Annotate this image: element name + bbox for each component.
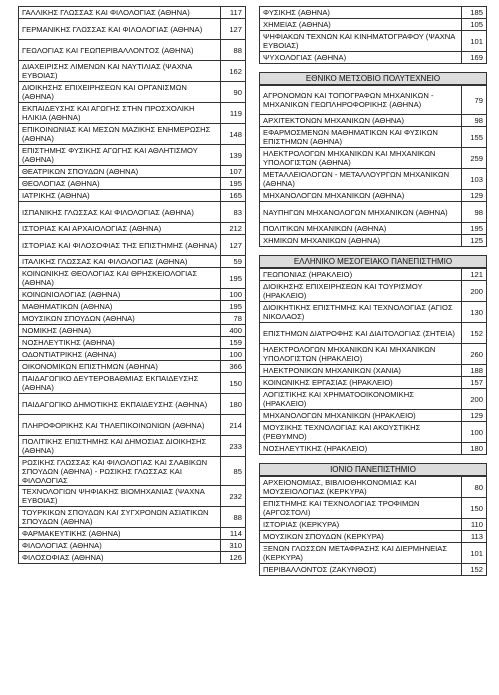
department-name: ΙΣΤΟΡΙΑΣ ΚΑΙ ΦΙΛΟΣΟΦΙΑΣ ΤΗΣ ΕΠΙΣΤΗΜΗΣ (ΑΘΗΝΑ) [19,235,221,256]
department-count: 214 [221,415,246,436]
department-name: ΝΟΣΗΛΕΥΤΙΚΗΣ (ΑΘΗΝΑ) [19,337,221,349]
department-name: ΕΠΙΣΤΗΜΗΣ ΦΥΣΙΚΗΣ ΑΓΩΓΗΣ ΚΑΙ ΑΘΛΗΤΙΣΜΟΥ (ΑΘΗΝΑ) [19,145,221,166]
department-count: 103 [462,169,487,190]
table-row [260,531,487,543]
table-row [260,519,487,531]
department-count: 117 [221,7,246,19]
department-name: ΜΑΘΗΜΑΤΙΚΩΝ (ΑΘΗΝΑ) [19,301,221,313]
department-count: 126 [221,552,246,564]
department-name: ΧΗΜΙΚΩΝ ΜΗΧΑΝΙΚΩΝ (ΑΘΗΝΑ) [260,235,462,247]
department-count: 100 [221,349,246,361]
table-row [260,235,487,247]
department-name: ΕΦΑΡΜΟΣΜΕΝΩΝ ΜΑΘΗΜΑΤΙΚΩΝ ΚΑΙ ΦΥΣΙΚΩΝ ΕΠΙΣΤΗΜΩΝ (ΑΘΗΝΑ) [260,127,462,148]
department-name: ΚΟΙΝΩΝΙΚΗΣ ΘΕΟΛΟΓΙΑΣ ΚΑΙ ΘΡΗΣΚΕΙΟΛΟΓΙΑΣ (ΑΘΗΝΑ) [19,268,221,289]
department-count: 85 [221,457,246,486]
right-column [259,6,487,576]
department-count: 150 [221,373,246,394]
table-row [19,313,246,325]
department-count: 157 [462,377,487,389]
department-count: 59 [221,256,246,268]
department-name: ΙΑΤΡΙΚΗΣ (ΑΘΗΝΑ) [19,190,221,202]
table-row [19,507,246,528]
department-count: 400 [221,325,246,337]
department-count: 98 [462,202,487,223]
table-row [19,528,246,540]
department-count: 152 [462,564,487,576]
department-name: ΑΓΡΟΝΟΜΩΝ ΚΑΙ ΤΟΠΟΓΡΑΦΩΝ ΜΗΧΑΝΙΚΩΝ - ΜΗΧΑΝΙΚΩΝ ΓΕΩΠΛΗΡΟΦΟΡΙΚΗΣ (ΑΘΗΝΑ) [260,86,462,115]
department-name: ΤΕΧΝΟΛΟΓΙΩΝ ΨΗΦΙΑΚΗΣ ΒΙΟΜΗΧΑΝΙΑΣ (ΨΑΧΝΑ ΕΥΒΟΙΑΣ) [19,486,221,507]
left-column [18,6,246,564]
table-row [19,552,246,564]
department-name: ΜΗΧΑΝΟΛΟΓΩΝ ΜΗΧΑΝΙΚΩΝ (ΗΡΑΚΛΕΙΟ) [260,410,462,422]
department-name: ΞΕΝΩΝ ΓΛΩΣΣΩΝ ΜΕΤΑΦΡΑΣΗΣ ΚΑΙ ΔΙΕΡΜΗΝΕΙΑΣ (ΚΕΡΚΥΡΑ) [260,543,462,564]
department-count: 232 [221,486,246,507]
department-name: ΓΕΩΛΟΓΙΑΣ ΚΑΙ ΓΕΩΠΕΡΙΒΑΛΛΟΝΤΟΣ (ΑΘΗΝΑ) [19,40,221,61]
section-title: ΕΘΝΙΚΟ ΜΕΤΣΟΒΙΟ ΠΟΛΥΤΕΧΝΕΙΟ [259,72,487,85]
table-row [260,281,487,302]
table-row [260,148,487,169]
department-name: ΜΟΥΣΙΚΗΣ ΤΕΧΝΟΛΟΓΙΑΣ ΚΑΙ ΑΚΟΥΣΤΙΚΗΣ (ΡΕΘΥΜΝΟ) [260,422,462,443]
department-name: ΘΕΑΤΡΙΚΩΝ ΣΠΟΥΔΩΝ (ΑΘΗΝΑ) [19,166,221,178]
department-name: ΚΟΙΝΩΝΙΚΗΣ ΕΡΓΑΣΙΑΣ (ΗΡΑΚΛΕΙΟ) [260,377,462,389]
department-count: 180 [462,443,487,455]
section-table [259,268,487,455]
table-row [260,169,487,190]
table-row [19,349,246,361]
department-name: ΝΟΣΗΛΕΥΤΙΚΗΣ (ΗΡΑΚΛΕΙΟ) [260,443,462,455]
section-table [259,85,487,247]
department-count: 127 [221,235,246,256]
department-count: 195 [221,268,246,289]
department-count: 195 [462,223,487,235]
department-count: 366 [221,361,246,373]
department-name: ΨΥΧΟΛΟΓΙΑΣ (ΑΘΗΝΑ) [260,52,462,64]
department-count: 155 [462,127,487,148]
departments-table-right-top [259,6,487,64]
table-row [260,443,487,455]
department-count: 80 [462,477,487,498]
department-name: ΤΟΥΡΚΙΚΩΝ ΣΠΟΥΔΩΝ ΚΑΙ ΣΥΓΧΡΟΝΩΝ ΑΣΙΑΤΙΚΩΝ ΣΠΟΥΔΩΝ (ΑΘΗΝΑ) [19,507,221,528]
table-row [260,498,487,519]
department-count: 110 [462,519,487,531]
table-row [260,365,487,377]
department-name: ΚΟΙΝΩΝΙΟΛΟΓΙΑΣ (ΑΘΗΝΑ) [19,289,221,301]
department-name: ΜΗΧΑΝΟΛΟΓΩΝ ΜΗΧΑΝΙΚΩΝ (ΑΘΗΝΑ) [260,190,462,202]
department-count: 159 [221,337,246,349]
department-name: ΠΟΛΙΤΙΚΩΝ ΜΗΧΑΝΙΚΩΝ (ΑΘΗΝΑ) [260,223,462,235]
department-count: 101 [462,31,487,52]
department-name: ΕΠΙΣΤΗΜΩΝ ΔΙΑΤΡΟΦΗΣ ΚΑΙ ΔΙΑΙΤΟΛΟΓΙΑΣ (ΣΗΤΕΙΑ) [260,323,462,344]
department-count: 195 [221,178,246,190]
table-row [260,223,487,235]
department-count: 113 [462,531,487,543]
department-count: 98 [462,115,487,127]
table-row [260,7,487,19]
department-count: 83 [221,202,246,223]
department-name: ΔΙΟΙΚΗΣΗΣ ΕΠΙΧΕΙΡΗΣΕΩΝ ΚΑΙ ΤΟΥΡΙΣΜΟΥ (ΗΡΑΚΛΕΙΟ) [260,281,462,302]
department-count: 121 [462,269,487,281]
table-row [19,82,246,103]
table-row [260,269,487,281]
department-name: ΦΥΣΙΚΗΣ (ΑΘΗΝΑ) [260,7,462,19]
section-title: ΕΛΛΗΝΙΚΟ ΜΕΣΟΓΕΙΑΚΟ ΠΑΝΕΠΙΣΤΗΜΙΟ [259,255,487,268]
department-count: 148 [221,124,246,145]
department-count: 119 [221,103,246,124]
department-count: 200 [462,281,487,302]
department-name: ΠΑΙΔΑΓΩΓΙΚΟ ΔΗΜΟΤΙΚΗΣ ΕΚΠΑΙΔΕΥΣΗΣ (ΑΘΗΝΑ) [19,394,221,415]
department-count: 100 [221,289,246,301]
table-row [260,31,487,52]
table-row [19,223,246,235]
department-name: ΜΕΤΑΛΛΕΙΟΛΟΓΩΝ - ΜΕΤΑΛΛΟΥΡΓΩΝ ΜΗΧΑΝΙΚΩΝ (ΑΘΗΝΑ) [260,169,462,190]
table-row [19,7,246,19]
table-row [19,337,246,349]
table-row [260,190,487,202]
table-row [260,115,487,127]
department-name: ΠΟΛΙΤΙΚΗΣ ΕΠΙΣΤΗΜΗΣ ΚΑΙ ΔΗΜΟΣΙΑΣ ΔΙΟΙΚΗΣΗΣ (ΑΘΗΝΑ) [19,436,221,457]
department-name: ΕΚΠΑΙΔΕΥΣΗΣ ΚΑΙ ΑΓΩΓΗΣ ΣΤΗΝ ΠΡΟΣΧΟΛΙΚΗ ΗΛΙΚΙΑ (ΑΘΗΝΑ) [19,103,221,124]
department-name: ΦΙΛΟΛΟΓΙΑΣ (ΑΘΗΝΑ) [19,540,221,552]
table-row [19,268,246,289]
department-count: 88 [221,40,246,61]
department-name: ΠΛΗΡΟΦΟΡΙΚΗΣ ΚΑΙ ΤΗΛΕΠΙΚΟΙΝΩΝΙΩΝ (ΑΘΗΝΑ) [19,415,221,436]
department-count: 101 [462,543,487,564]
department-count: 195 [221,301,246,313]
table-row [19,361,246,373]
department-name: ΨΗΦΙΑΚΩΝ ΤΕΧΝΩΝ ΚΑΙ ΚΙΝΗΜΑΤΟΓΡΑΦΟΥ (ΨΑΧΝΑ ΕΥΒΟΙΑΣ) [260,31,462,52]
department-name: ΔΙΟΙΚΗΤΙΚΗΣ ΕΠΙΣΤΗΜΗΣ ΚΑΙ ΤΕΧΝΟΛΟΓΙΑΣ (ΑΓΙΟΣ ΝΙΚΟΛΑΟΣ) [260,302,462,323]
department-count: 130 [462,302,487,323]
department-count: 165 [221,190,246,202]
department-name: ΛΟΓΙΣΤΙΚΗΣ ΚΑΙ ΧΡΗΜΑΤΟΟΙΚΟΝΟΜΙΚΗΣ (ΗΡΑΚΛΕΙΟ) [260,389,462,410]
department-name: ΠΕΡΙΒΑΛΛΟΝΤΟΣ (ΖΑΚΥΝΘΟΣ) [260,564,462,576]
department-count: 107 [221,166,246,178]
table-row [260,422,487,443]
department-name: ΟΔΟΝΤΙΑΤΡΙΚΗΣ (ΑΘΗΝΑ) [19,349,221,361]
department-count: 185 [462,7,487,19]
department-count: 114 [221,528,246,540]
department-name: ΜΟΥΣΙΚΩΝ ΣΠΟΥΔΩΝ (ΚΕΡΚΥΡΑ) [260,531,462,543]
department-count: 100 [462,422,487,443]
table-row [260,52,487,64]
university-section [259,255,487,455]
table-row [19,61,246,82]
table-row [19,124,246,145]
department-name: ΔΙΟΙΚΗΣΗΣ ΕΠΙΧΕΙΡΗΣΕΩΝ ΚΑΙ ΟΡΓΑΝΙΣΜΩΝ (ΑΘΗΝΑ) [19,82,221,103]
table-row [260,302,487,323]
department-count: 188 [462,365,487,377]
department-name: ΧΗΜΕΙΑΣ (ΑΘΗΝΑ) [260,19,462,31]
department-count: 162 [221,61,246,82]
department-count: 90 [221,82,246,103]
department-count: 200 [462,389,487,410]
department-count: 139 [221,145,246,166]
department-name: ΔΙΑΧΕΙΡΙΣΗΣ ΛΙΜΕΝΩΝ ΚΑΙ ΝΑΥΤΙΛΙΑΣ (ΨΑΧΝΑ ΕΥΒΟΙΑΣ) [19,61,221,82]
table-row [19,235,246,256]
department-count: 152 [462,323,487,344]
department-count: 129 [462,410,487,422]
department-name: ΕΠΙΣΤΗΜΗΣ ΚΑΙ ΤΕΧΝΟΛΟΓΙΑΣ ΤΡΟΦΙΜΩΝ (ΑΡΓΟΣΤΟΛΙ) [260,498,462,519]
department-count: 79 [462,86,487,115]
department-count: 169 [462,52,487,64]
department-count: 127 [221,19,246,40]
department-name: ΙΣΤΟΡΙΑΣ (ΚΕΡΚΥΡΑ) [260,519,462,531]
department-name: ΗΛΕΚΤΡΟΝΙΚΩΝ ΜΗΧΑΝΙΚΩΝ (ΧΑΝΙΑ) [260,365,462,377]
table-row [19,145,246,166]
table-row [260,202,487,223]
department-count: 129 [462,190,487,202]
table-row [260,127,487,148]
department-name: ΝΟΜΙΚΗΣ (ΑΘΗΝΑ) [19,325,221,337]
department-name: ΙΣΤΟΡΙΑΣ ΚΑΙ ΑΡΧΑΙΟΛΟΓΙΑΣ (ΑΘΗΝΑ) [19,223,221,235]
department-name: ΓΑΛΛΙΚΗΣ ΓΛΩΣΣΑΣ ΚΑΙ ΦΙΛΟΛΟΓΙΑΣ (ΑΘΗΝΑ) [19,7,221,19]
department-name: ΙΣΠΑΝΙΚΗΣ ΓΛΩΣΣΑΣ ΚΑΙ ΦΙΛΟΛΟΓΙΑΣ (ΑΘΗΝΑ) [19,202,221,223]
table-row [260,477,487,498]
department-count: 78 [221,313,246,325]
table-row [19,19,246,40]
department-name: ΓΕΡΜΑΝΙΚΗΣ ΓΛΩΣΣΑΣ ΚΑΙ ΦΙΛΟΛΟΓΙΑΣ (ΑΘΗΝΑ) [19,19,221,40]
department-count: 260 [462,344,487,365]
department-name: ΑΡΧΕΙΟΝΟΜΙΑΣ, ΒΙΒΛΙΟΘΗΚΟΝΟΜΙΑΣ ΚΑΙ ΜΟΥΣΕΙΟΛΟΓΙΑΣ (ΚΕΡΚΥΡΑ) [260,477,462,498]
table-row [19,256,246,268]
table-row [19,486,246,507]
department-count: 233 [221,436,246,457]
table-row [19,325,246,337]
department-name: ΜΟΥΣΙΚΩΝ ΣΠΟΥΔΩΝ (ΑΘΗΝΑ) [19,313,221,325]
department-count: 88 [221,507,246,528]
table-row [260,344,487,365]
department-name: ΦΑΡΜΑΚΕΥΤΙΚΗΣ (ΑΘΗΝΑ) [19,528,221,540]
table-row [19,40,246,61]
department-name: ΓΕΩΠΟΝΙΑΣ (ΗΡΑΚΛΕΙΟ) [260,269,462,281]
table-row [260,543,487,564]
table-row [19,540,246,552]
department-count: 180 [221,394,246,415]
section-title: ΙΟΝΙΟ ΠΑΝΕΠΙΣΤΗΜΙΟ [259,463,487,476]
table-row [19,457,246,486]
department-count: 105 [462,19,487,31]
department-count: 212 [221,223,246,235]
department-count: 125 [462,235,487,247]
table-row [19,202,246,223]
departments-table-left [18,6,246,564]
table-row [19,103,246,124]
table-row [260,323,487,344]
university-section [259,72,487,247]
section-table [259,476,487,576]
department-name: ΗΛΕΚΤΡΟΛΟΓΩΝ ΜΗΧΑΝΙΚΩΝ ΚΑΙ ΜΗΧΑΝΙΚΩΝ ΥΠΟΛΟΓΙΣΤΩΝ (ΗΡΑΚΛΕΙΟ) [260,344,462,365]
table-row [19,289,246,301]
department-name: ΦΙΛΟΣΟΦΙΑΣ (ΑΘΗΝΑ) [19,552,221,564]
table-row [19,436,246,457]
department-name: ΝΑΥΠΗΓΩΝ ΜΗΧΑΝΟΛΟΓΩΝ ΜΗΧΑΝΙΚΩΝ (ΑΘΗΝΑ) [260,202,462,223]
university-section [259,463,487,576]
table-row [19,178,246,190]
department-name: ΠΑΙΔΑΓΩΓΙΚΟ ΔΕΥΤΕΡΟΒΑΘΜΙΑΣ ΕΚΠΑΙΔΕΥΣΗΣ (ΑΘΗΝΑ) [19,373,221,394]
table-row [19,301,246,313]
table-row [260,389,487,410]
table-row [19,373,246,394]
table-row [260,19,487,31]
department-name: ΘΕΟΛΟΓΙΑΣ (ΑΘΗΝΑ) [19,178,221,190]
department-name: ΕΠΙΚΟΙΝΩΝΙΑΣ ΚΑΙ ΜΕΣΩΝ ΜΑΖΙΚΗΣ ΕΝΗΜΕΡΩΣΗΣ (ΑΘΗΝΑ) [19,124,221,145]
department-name: ΟΙΚΟΝΟΜΙΚΩΝ ΕΠΙΣΤΗΜΩΝ (ΑΘΗΝΑ) [19,361,221,373]
department-name: ΗΛΕΚΤΡΟΛΟΓΩΝ ΜΗΧΑΝΙΚΩΝ ΚΑΙ ΜΗΧΑΝΙΚΩΝ ΥΠΟΛΟΓΙΣΤΩΝ (ΑΘΗΝΑ) [260,148,462,169]
table-row [19,166,246,178]
table-row [260,377,487,389]
department-name: ΙΤΑΛΙΚΗΣ ΓΛΩΣΣΑΣ ΚΑΙ ΦΙΛΟΛΟΓΙΑΣ (ΑΘΗΝΑ) [19,256,221,268]
table-row [260,86,487,115]
department-name: ΑΡΧΙΤΕΚΤΟΝΩΝ ΜΗΧΑΝΙΚΩΝ (ΑΘΗΝΑ) [260,115,462,127]
table-row [19,190,246,202]
department-count: 259 [462,148,487,169]
table-row [19,415,246,436]
department-count: 310 [221,540,246,552]
table-row [260,410,487,422]
department-name: ΡΩΣΙΚΗΣ ΓΛΩΣΣΑΣ ΚΑΙ ΦΙΛΟΛΟΓΙΑΣ ΚΑΙ ΣΛΑΒΙΚΩΝ ΣΠΟΥΔΩΝ (ΑΘΗΝΑ) - ΡΩΣΙΚΗΣ ΓΛΩΣΣΑΣ ΚΑΙ ΦΙΛΟΛΟΓΙΑΣ [19,457,221,486]
table-row [260,564,487,576]
department-count: 150 [462,498,487,519]
table-row [19,394,246,415]
